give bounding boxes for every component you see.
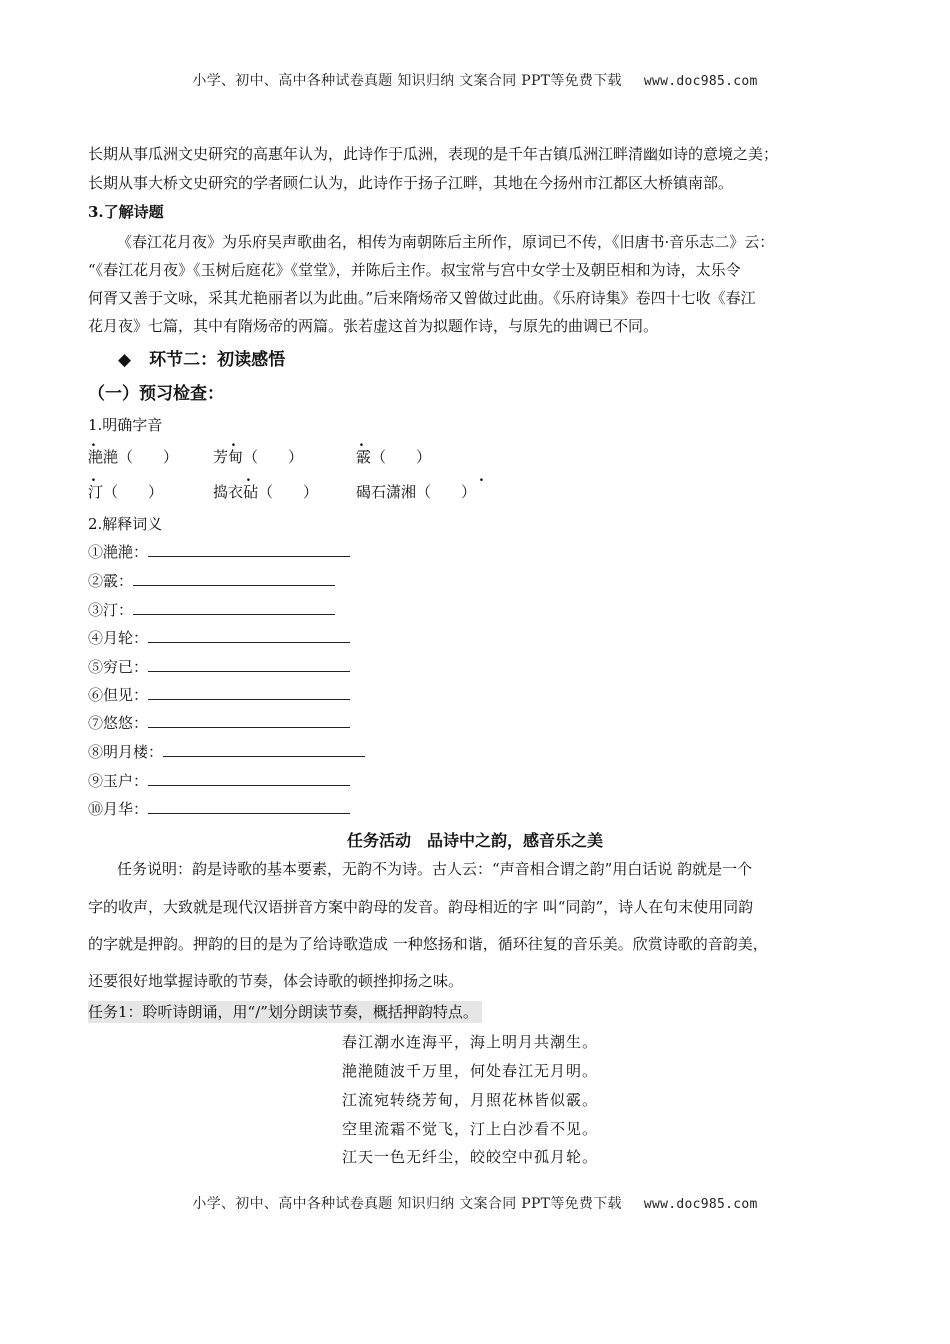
term-row-8: ⑧明月楼：: [88, 741, 365, 763]
stage-2-heading: [118, 345, 285, 370]
poem-line-5: 江天一色无纤尘，皎皎空中孤月轮。: [342, 1148, 599, 1166]
dotted-char: 滟: [88, 448, 104, 466]
pronounce-title: 1.明确字音: [88, 416, 163, 434]
header-text: 小学、初中、高中各种试卷真题 知识归纳 文案合同 PPT等免费下载: [192, 73, 622, 89]
page-header: [0, 70, 950, 90]
header-url[interactable]: www.doc985.com: [643, 74, 758, 89]
term-row-6: ⑥但见：: [88, 684, 350, 706]
answer-blank-8[interactable]: [163, 741, 365, 757]
answer-blank-10[interactable]: [148, 798, 350, 814]
dotted-char: 甸: [228, 448, 244, 466]
task-desc-line-1: 任务说明：韵是诗歌的基本要素，无韵不为诗。古人云：“声音相合谓之韵”用白话说 韵就是一个: [117, 860, 753, 878]
section-3-line-2: “《春江花月夜》《玉树后庭花》《堂堂》，并陈后主作。叔宝常与宫中女学士及朝臣相和为诗，太乐令: [88, 261, 741, 279]
answer-blank-3[interactable]: [133, 599, 335, 615]
pronounce-item-5: 捣衣砧（ ）: [213, 483, 319, 501]
diamond-icon: ◆: [118, 350, 132, 370]
section-3-line-3: 何胥又善于文咏，采其尤艳丽者以为此曲。”后来隋炀帝又曾做过此曲。《乐府诗集》卷四十七收《春江: [88, 289, 756, 307]
pronounce-item-4: 汀（ ）: [88, 483, 164, 501]
task-desc-line-3: 的字就是押韵。押韵的目的是为了给诗歌造成 一种悠扬和谐，循环往复的音乐美。欣赏诗歌的音韵美，: [88, 935, 768, 953]
dotted-char: 砧: [243, 483, 259, 501]
pronounce-item-1: 滟滟（ ）: [88, 448, 179, 466]
page-footer: [0, 1193, 950, 1213]
term-row-7: ⑦悠悠：: [88, 712, 350, 734]
answer-blank-9[interactable]: [148, 770, 350, 786]
pronounce-item-2: 芳甸（ ）: [213, 448, 304, 466]
answer-blank-7[interactable]: [148, 712, 350, 728]
intro-line-1: 长期从事瓜洲文史研究的高惠年认为，此诗作于瓜洲，表现的是千年古镇瓜洲江畔清幽如诗的意境之美；: [88, 145, 779, 163]
answer-blank-5[interactable]: [148, 656, 350, 672]
task-desc-line-4: 还要很好地掌握诗歌的节奏，体会诗歌的顿挫抑扬之味。: [88, 972, 464, 990]
term-row-9: ⑨玉户：: [88, 770, 350, 792]
preview-title: （一）预习检查：: [88, 384, 224, 404]
poem-line-2: 滟滟随波千万里，何处春江无月明。: [342, 1062, 599, 1080]
term-row-4: ④月轮：: [88, 627, 350, 649]
section-3-line-4: 花月夜》七篇，其中有隋炀帝的两篇。张若虚这首为拟题作诗，与原先的曲调已不同。: [88, 317, 659, 335]
term-row-1: ①滟滟：: [88, 541, 350, 563]
poem-line-1: 春江潮水连海平，海上明月共潮生。: [342, 1033, 599, 1051]
term-row-2: ②霰：: [88, 570, 335, 592]
term-row-3: ③汀：: [88, 599, 335, 621]
poem-line-3: 江流宛转绕芳甸，月照花林皆似霰。: [342, 1091, 599, 1109]
task-1-instruction: 任务1：聆听诗朗诵，用“/”划分朗读节奏，概括押韵特点。: [88, 1001, 482, 1023]
task-desc-line-2: 字的收声，大致就是现代汉语拼音方案中韵母的发音。韵母相近的字 叫“同韵”，诗人在句末使用同韵: [88, 898, 754, 916]
section-3-line-1: 《春江花月夜》为乐府吴声歌曲名，相传为南朝陈后主所作，原词已不传，《旧唐书·音乐志二》云：: [117, 233, 775, 251]
term-row-10: ⑩月华：: [88, 798, 350, 820]
intro-line-2: 长期从事大桥文史研究的学者顾仁认为，此诗作于扬子江畔，其地在今扬州市江都区大桥镇南部。: [88, 174, 734, 192]
explain-title: 2.解释词义: [88, 515, 163, 533]
stage-2-title: 环节二：初读感悟: [149, 350, 286, 370]
answer-blank-6[interactable]: [148, 684, 350, 700]
section-3-title: 3.了解诗题: [88, 203, 164, 221]
dotted-char: 霰: [356, 448, 372, 466]
answer-blank-1[interactable]: [148, 541, 350, 557]
pronounce-item-6: 碣石潇湘（ ）: [356, 483, 477, 501]
answer-blank-4[interactable]: [148, 627, 350, 643]
term-row-5: ⑤穷已：: [88, 656, 350, 678]
answer-blank-2[interactable]: [133, 570, 335, 586]
footer-text: 小学、初中、高中各种试卷真题 知识归纳 文案合同 PPT等免费下载: [192, 1196, 622, 1212]
task-title: 任务活动 品诗中之韵，感音乐之美: [346, 831, 603, 850]
dotted-char: 汀: [88, 483, 104, 501]
footer-url[interactable]: www.doc985.com: [643, 1197, 758, 1212]
poem-line-4: 空里流霜不觉飞，汀上白沙看不见。: [342, 1120, 599, 1138]
pronounce-item-3: 霰（ ）: [356, 448, 432, 466]
